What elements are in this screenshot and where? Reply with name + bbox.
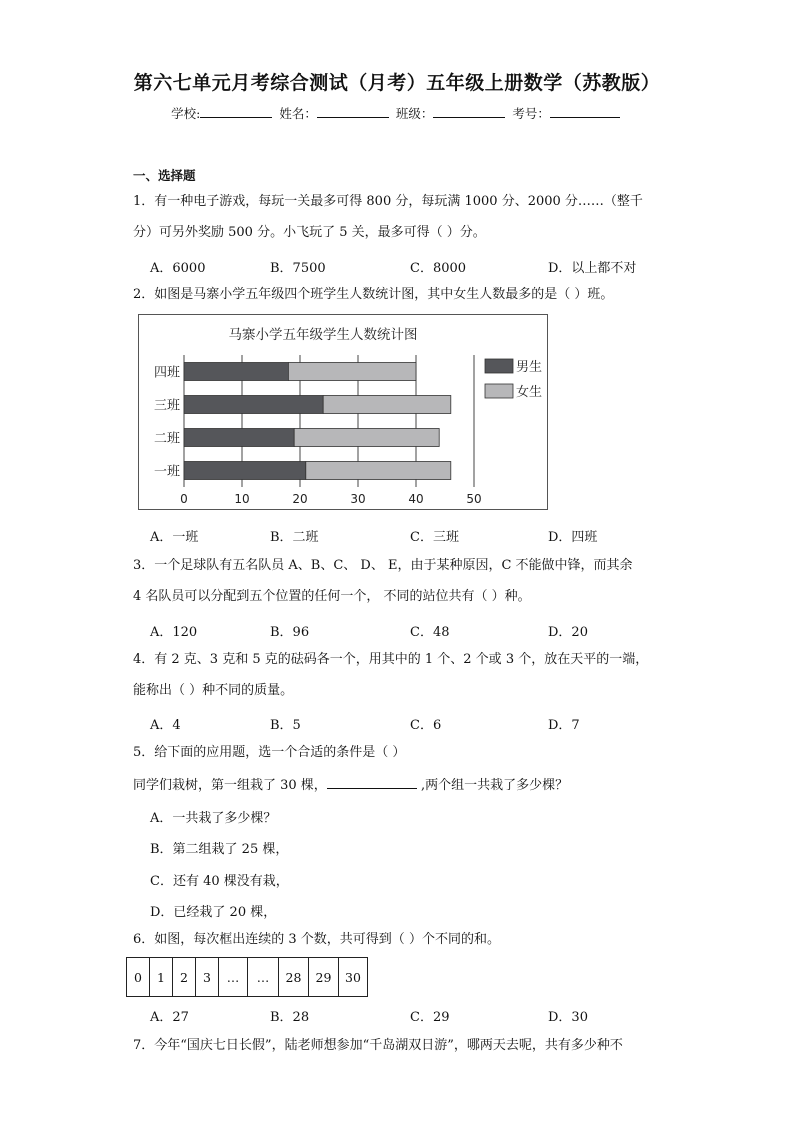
legend-label: 女生 — [516, 385, 543, 400]
strip-cell: 3 — [196, 958, 219, 996]
class-blank[interactable] — [433, 105, 505, 118]
q3-option-c[interactable]: C．48 — [410, 625, 450, 640]
q5-option-d[interactable]: D．已经栽了 20 棵， — [150, 905, 277, 920]
x-tick-label: 40 — [408, 492, 424, 506]
x-tick-label: 30 — [350, 492, 366, 506]
strip-cell: … — [219, 958, 248, 996]
page-title: 第六七单元月考综合测试（月考）五年级上册数学（苏教版） — [133, 72, 661, 94]
q6-option-a[interactable]: A．27 — [150, 1010, 189, 1025]
legend-swatch — [485, 359, 513, 373]
q7-line1: 7．今年“国庆七日长假”，陆老师想参加“千岛湖双日游”，哪两天去呢，共有多少种不 — [133, 1038, 623, 1053]
bar-girls — [306, 462, 451, 480]
q1-option-a[interactable]: A．6000 — [150, 261, 206, 276]
bar-girls — [288, 363, 416, 381]
q3-option-b[interactable]: B．96 — [270, 625, 310, 640]
q4-option-c[interactable]: C．6 — [410, 718, 442, 733]
number-strip — [126, 957, 368, 997]
y-category-label: 三班 — [153, 398, 180, 414]
q1-line1: 1．有一种电子游戏，每玩一关最多可得 800 分，每玩满 1000 分、2000 分……（整千 — [133, 194, 643, 209]
name-label: 姓名： — [279, 106, 317, 121]
strip-cell: 2 — [173, 958, 196, 996]
q2-option-c[interactable]: C．三班 — [410, 530, 459, 545]
q5-line2 — [133, 776, 568, 794]
q5-line2-end: ,两个组一共栽了多少棵？ — [416, 778, 569, 793]
q4-option-a[interactable]: A．4 — [150, 718, 181, 733]
q1-option-d[interactable]: D．以上都不对 — [548, 261, 637, 276]
y-category-label: 四班 — [153, 365, 180, 381]
x-tick-label: 0 — [180, 492, 188, 506]
q2-option-b[interactable]: B．二班 — [270, 530, 319, 545]
strip-cell: 29 — [309, 958, 339, 996]
y-category-label: 一班 — [153, 464, 180, 480]
student-info-line — [0, 104, 794, 122]
number-blank[interactable] — [550, 105, 620, 118]
q3-option-d[interactable]: D．20 — [548, 625, 588, 640]
strip-cell: 28 — [279, 958, 309, 996]
q2-line1: 2．如图是马寨小学五年级四个班学生人数统计图，其中女生人数最多的是（ ）班。 — [133, 287, 614, 302]
x-tick-label: 10 — [234, 492, 250, 506]
q1-line2: 分）可另外奖励 500 分。小飞玩了 5 关，最多可得（ ）分。 — [133, 225, 486, 240]
q5-option-a[interactable]: A．一共栽了多少棵？ — [150, 811, 277, 826]
strip-cell: … — [248, 958, 279, 996]
number-label: 考号： — [512, 106, 550, 121]
school-label: 学校: — [171, 106, 201, 121]
q4-option-d[interactable]: D．7 — [548, 718, 580, 733]
chart-svg — [139, 315, 547, 509]
q4-line2: 能称出（ ）种不同的质量。 — [133, 683, 294, 698]
q3-line2: 4 名队员可以分配到五个位置的任何一个， 不同的站位共有（ ）种。 — [133, 589, 531, 604]
legend-swatch — [485, 384, 513, 398]
y-category-label: 二班 — [153, 431, 180, 447]
q1-option-c[interactable]: C．8000 — [410, 261, 467, 276]
bar-boys — [184, 462, 306, 480]
class-label: 班级： — [395, 106, 434, 121]
strip-cell: 30 — [345, 969, 361, 985]
q5-line2-start: 同学们栽树，第一组栽了 30 棵， — [133, 778, 327, 793]
q6-line1: 6．如图，每次框出连续的 3 个数，共可得到（ ）个不同的和。 — [133, 932, 500, 947]
section-heading: 一、选择题 — [133, 168, 196, 183]
q3-line1: 3．一个足球队有五名队员 A、B、C、 D、 E，由于某种原因，C 不能做中锋，而其余 — [133, 558, 633, 573]
strip-cell: 1 — [150, 958, 173, 996]
bar-boys — [184, 429, 294, 447]
bar-boys — [184, 396, 323, 414]
q1-option-b[interactable]: B．7500 — [270, 261, 326, 276]
bar-girls — [323, 396, 451, 414]
q3-option-a[interactable]: A．120 — [150, 625, 198, 640]
school-blank[interactable] — [200, 105, 272, 118]
q5-option-c[interactable]: C．还有 40 棵没有栽， — [150, 874, 289, 889]
bar-girls — [294, 429, 439, 447]
q5-option-b[interactable]: B．第二组栽了 25 棵， — [150, 842, 289, 857]
legend-label: 男生 — [516, 360, 543, 375]
q4-line1: 4．有 2 克、3 克和 5 克的砝码各一个，用其中的 1 个、2 个或 3 个，放在天平的一端， — [133, 652, 649, 667]
q6-option-d[interactable]: D．30 — [548, 1010, 588, 1025]
q5-line1: 5．给下面的应用题，选一个合适的条件是（ ） — [133, 745, 406, 760]
q4-option-b[interactable]: B．5 — [270, 718, 301, 733]
x-tick-label: 20 — [292, 492, 308, 506]
q2-option-d[interactable]: D．四班 — [548, 530, 598, 545]
x-tick-label: 50 — [466, 492, 482, 506]
q6-option-b[interactable]: B．28 — [270, 1010, 310, 1025]
strip-cell: 0 — [127, 958, 150, 996]
chart-title: 马寨小学五年级学生人数统计图 — [228, 327, 418, 343]
name-blank[interactable] — [317, 105, 389, 118]
bar-boys — [184, 363, 288, 381]
bar-chart — [138, 314, 548, 510]
q2-option-a[interactable]: A．一班 — [150, 530, 199, 545]
q6-option-c[interactable]: C．29 — [410, 1010, 450, 1025]
q5-answer-blank[interactable] — [327, 776, 417, 789]
